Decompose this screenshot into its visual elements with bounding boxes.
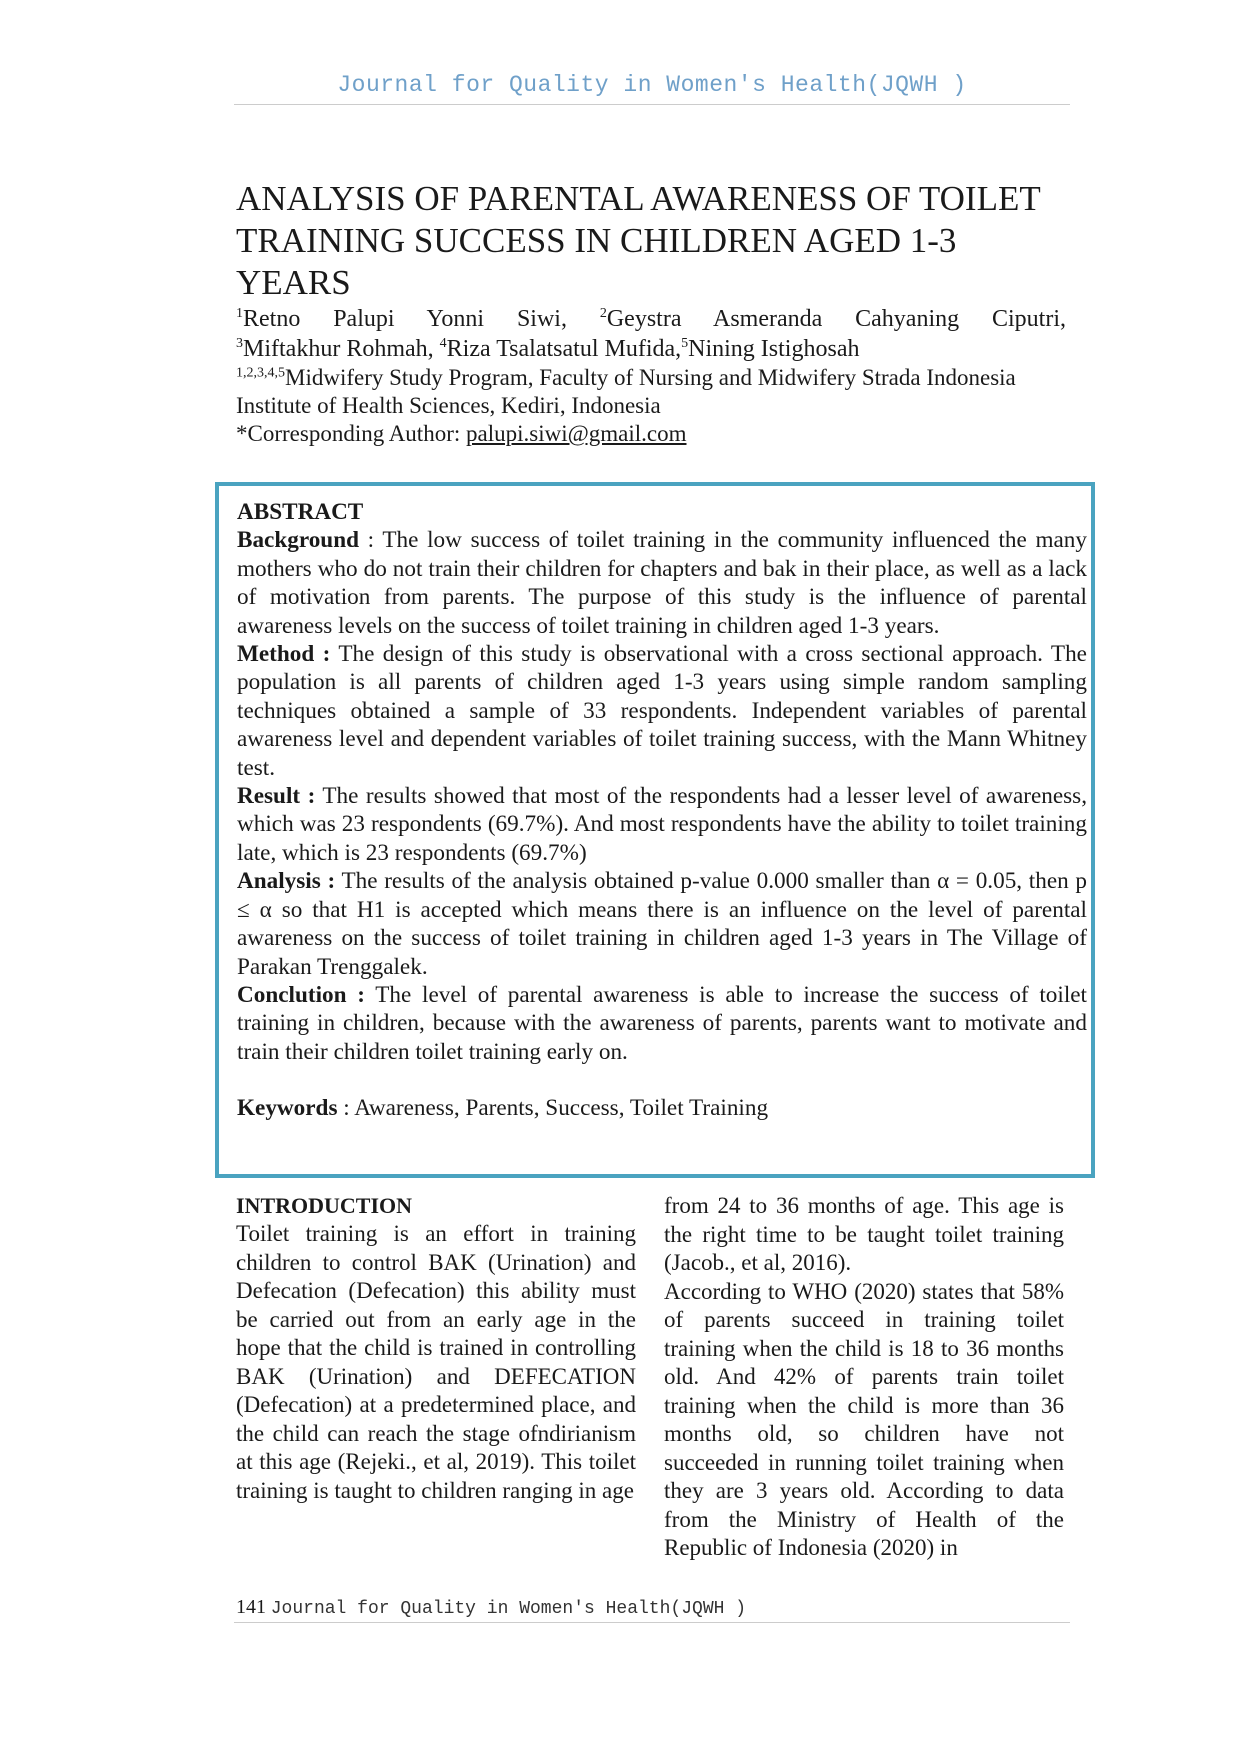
- footer-rule: [234, 1622, 1070, 1623]
- section-sep: [365, 982, 375, 1008]
- affiliation-sup: 1,2,3,4,5: [236, 365, 285, 381]
- section-label: Result :: [237, 783, 316, 810]
- affiliation-text: [236, 364, 1076, 420]
- abstract-background: [237, 526, 1087, 640]
- author-sup: 4: [439, 336, 447, 351]
- abstract-heading-text: ABSTRACT: [237, 499, 364, 525]
- keywords-text: Awareness, Parents, Success, Toilet Training: [354, 1095, 769, 1122]
- section-label: Method :: [237, 641, 331, 668]
- section-label: Background: [237, 527, 359, 554]
- intro-paragraph-right-1: from 24 to 36 months of age. This age is the right time to be taught toilet training (Jacob., et al, 2016).: [664, 1193, 1064, 1275]
- keywords-label: Keywords: [237, 1095, 338, 1122]
- abstract-box: [215, 482, 1095, 1178]
- section-text: The design of this study is observational with a cross sectional approach. The population is all parents of children aged 1-3 years using simple random sampling techniques obtained a sample of 33 respondents. Independent variables of parental awareness level and dependent variables of toilet training success, with the Mann Whitney test.: [237, 641, 1087, 781]
- section-text: The low success of toilet training in the community influenced the many mothers who do not train their children for chapters and bak in their place, as well as a lack of motivation from parents. The purpose of this study is the influence of parental awareness levels on the success of toilet training in children aged 1-3 years.: [237, 527, 1087, 639]
- page-footer: [236, 1596, 746, 1619]
- author-line-2: [236, 334, 1066, 364]
- section-text: The results of the analysis obtained p-value 0.000 smaller than α = 0.05, then p ≤ α so that H1 is accepted which means there is an influence on the level of parental awareness on the success of toilet training in children aged 1-3 years in The Village of Parakan Trenggalek.: [237, 868, 1087, 980]
- section-sep: :: [359, 527, 383, 554]
- abstract-analysis: [237, 867, 1087, 981]
- author-name: Nining Istighosah: [688, 336, 860, 362]
- author-list: [236, 304, 1066, 364]
- left-column: [236, 1192, 636, 1505]
- section-text: The results showed that most of the respondents had a lesser level of awareness, which was 23 respondents (69.7%). And most respondents have the ability to toilet training late, which is 23 respondents (69.7%): [237, 783, 1088, 866]
- page-number: 141: [236, 1596, 266, 1618]
- section-text: The level of parental awareness is able to increase the success of toilet training in children, because with the awareness of parents, parents want to motivate and train their children toilet training early on.: [237, 981, 1087, 1065]
- abstract-result: [237, 782, 1087, 867]
- intro-paragraph-right-2: According to WHO (2020) states that 58% of parents succeed in training toilet training when the child is 18 to 36 months old. And 42% of parents train toilet training when the child is more than 36 months old, so children have not succeeded in running toilet training when they are 3 years old. According to data from the Ministry of Health of the Republic of Indonesia (2020) in: [664, 1278, 1064, 1560]
- author-name: Retno Palupi Yonni Siwi,: [243, 306, 600, 332]
- intro-paragraph-left: Toilet training is an effort in training children to control BAK (Urination) and Defecation (Defecation) this ability must be carried out from an early age in the hope that the child is trained in controlling BAK (Urination) and DEFECATION (Defecation) at a predetermined place, and the child can reach the stage ofndirianism at this age (Rejeki., et al, 2019). This toilet training is taught to children ranging in age: [236, 1221, 636, 1503]
- affiliation: [236, 364, 1076, 448]
- paper-title: ANALYSIS OF PARENTAL AWARENESS OF TOILET TRAINING SUCCESS IN CHILDREN AGED 1-3 YEARS: [236, 179, 1041, 302]
- abstract-content: [237, 498, 1087, 1123]
- corresponding-label: *Corresponding Author:: [236, 421, 466, 446]
- section-label: Analysis :: [237, 868, 336, 895]
- author-name: Miftakhur Rohmah,: [243, 336, 440, 362]
- right-column: [664, 1192, 1064, 1563]
- author-sup: 3: [236, 336, 243, 351]
- introduction-heading: INTRODUCTION: [236, 1193, 413, 1218]
- footer-journal: Journal for Quality in Women's Health(JQWH ): [270, 1599, 747, 1619]
- author-sup: 2: [599, 306, 607, 321]
- affiliation-body: Midwifery Study Program, Faculty of Nursing and Midwifery Strada Indonesia Institute of Health Sciences, Kediri, Indonesia: [236, 365, 1016, 418]
- author-line-1: [236, 304, 1066, 334]
- running-header: Journal for Quality in Women's Health(JQWH ): [337, 72, 967, 98]
- author-sup: 5: [681, 336, 689, 351]
- author-name: Geystra Asmeranda Cahyaning Ciputri,: [606, 306, 1066, 332]
- header-rule: [234, 104, 1070, 105]
- abstract-heading: [237, 498, 1087, 526]
- keywords: [237, 1094, 1087, 1122]
- email-link[interactable]: palupi.siwi@gmail.com: [466, 421, 687, 446]
- author-sup: 1: [236, 306, 243, 321]
- abstract-method: [237, 640, 1087, 782]
- abstract-conclusion: [237, 981, 1087, 1066]
- section-label: Conclution :: [237, 981, 365, 1008]
- corresponding-author: [236, 420, 1076, 448]
- author-name: Riza Tsalatsatul Mufida,: [446, 336, 682, 362]
- keywords-sep: :: [337, 1095, 355, 1122]
